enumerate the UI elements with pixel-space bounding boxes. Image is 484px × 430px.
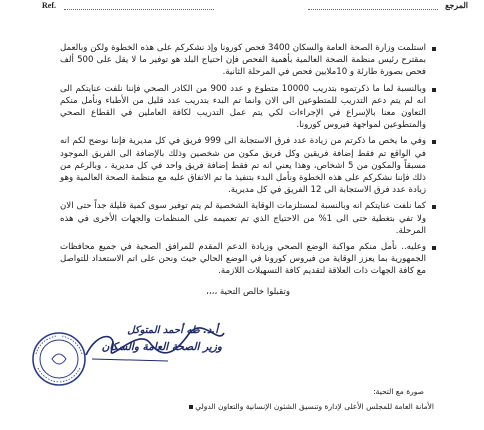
paragraph-5: وعليه.. نأمل منكم مواكبة الوضع الصحي وزيادة الدعم المقدم للمرافق الصحية في جميع محافظات الجمهورية بما يعزز الوقاية من فيروس كورونا في الوضع الحالي حيث ونحن على اتم الاستعداد للتواصل مع كافة الجهات ذات العلاقة لتقديم كافة التسهيلات اللازمة.: [60, 241, 436, 278]
reference-row: [6, 0, 478, 12]
copies-label: صورة مع التحية:: [373, 387, 424, 396]
ref-line-ar: [308, 9, 438, 10]
signature-block: [78, 325, 228, 361]
bullet-icon: [189, 405, 193, 409]
ref-line: [64, 9, 214, 10]
copy-recipient-text: الأمانة العامة للمجلس الأعلى لإدارة وتنسيق الشئون الإنسانية والتعاون الدولي: [195, 402, 434, 411]
paragraph-2: وبالنسبة لما ما ذكرتموه بتدريب 10000 متطوع و عدد 900 من الكادر الصحي فإننا نلفت عنايتكم الى انه لم يتم دعم التدريب للمتطوعين الى الان وانما تم البدء بتدريب عدد قليل من الأطباء ونأمل منكم التعاون معنا بالإسراع في الإجراءات لكي يتم عمل التدريب لكافة العاملين في القطاع الصحي والمتطوعين لمواجهة فيروس كورونا.: [60, 83, 436, 132]
letter-body: [60, 42, 436, 282]
signatory-title: وزير الصحة العامة والسكان: [101, 341, 222, 353]
closing-line: وتقبلوا خالص التحية ،،،،: [206, 287, 290, 297]
ref-label: Ref.: [42, 1, 56, 10]
signatory-name: أ.د. طه أحمد المتوكل: [127, 325, 218, 336]
paragraph-3: وفي ما يخص ما ذكرتم من زيادة عدد فرق الاستجابة الى 999 فريق في كل مديرية فإننا نوضح لكم انه في الواقع تم فقط إضافة فريقين وكل فريق مكون من شخصين وذلك بالإضافة الى الفريق الموجود مسبقاً والمكون من 5 اشخاص، وهذا يعني انه تم فقط إضافة فريق واحد في كل مديرية ، وبالرغم من ذلك فإننا نشكركم على هذه الخطوة ونأمل البدء بتنفيذ ما تم الاتفاق عليه مع منظمة الصحة العالمية وهو زيادة عدد فرق الاستجابة الى 12 الفريق في كل مديرية.: [60, 135, 436, 196]
paragraph-4: كما نلفت عنايتكم انه وبالنسبة لمستلزمات الوقاية الشخصية لم يتم توفير سوى كمية قليلة جداً حتى الان ولا تفي بتغطية حتى الى 1% من الاحتياج الذي تم تعميمه على المنظمات والجهات الأخرى في هذه المرحلة.: [60, 200, 436, 237]
ref-label-ar: المرجع: [445, 1, 468, 10]
paragraph-1: استلمت وزارة الصحة العامة والسكان 3400 فحص كورونا وإذ نشكركم على هذه الخطوة ولكن وبالعمل بمقترح رئيس منظمة الصحة العالمية بأهمية الفحص فإن احتياج البلد هو توفير ما لا يقل على 500 ألف فحص بصورة طارئة و 10ملايين فحص في المرحلة الثانية.: [60, 42, 436, 79]
copy-recipient: [185, 402, 434, 411]
